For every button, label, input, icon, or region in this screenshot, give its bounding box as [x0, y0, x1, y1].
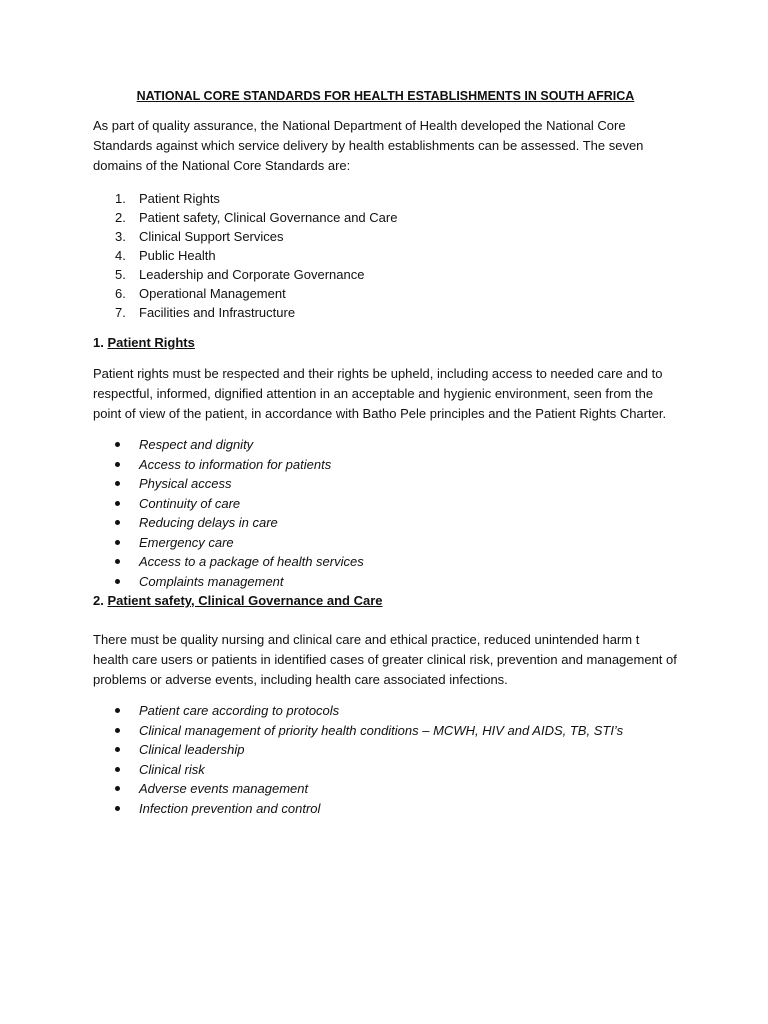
bullet-icon: [115, 708, 120, 713]
bullet-icon: [115, 481, 120, 486]
section-2-number: 2.: [93, 593, 104, 608]
bullet-icon: [115, 462, 120, 467]
section-1-bullet-list: [93, 435, 678, 591]
bullet-text: Reducing delays in care: [139, 515, 278, 530]
domain-item: [93, 227, 678, 246]
bullet-text: Patient care according to protocols: [139, 703, 340, 718]
document-title: NATIONAL CORE STANDARDS FOR HEALTH ESTABLISHMENTS IN SOUTH AFRICA: [136, 89, 635, 103]
section-2-paragraph: There must be quality nursing and clinical care and ethical practice, reduced unintended harm t health care users or patients in identified cases of greater clinical risk, prevention and management of problems or adverse events, including health care associated infections.: [93, 632, 677, 687]
domain-item: [93, 265, 678, 284]
bullet-item: [93, 533, 678, 553]
bullet-item: [93, 701, 678, 721]
bullet-item: [93, 435, 678, 455]
bullet-text: Respect and dignity: [139, 437, 254, 452]
domain-label: Facilities and Infrastructure: [139, 305, 296, 320]
bullet-text: Emergency care: [139, 534, 234, 550]
domain-item: [93, 303, 678, 322]
domain-number: 1.: [115, 191, 126, 206]
domains-list: [93, 189, 678, 322]
domain-label: Clinical Support Services: [139, 229, 284, 244]
section-1-number: 1.: [93, 335, 104, 350]
bullet-icon: [115, 728, 120, 733]
bullet-item: [93, 494, 678, 514]
bullet-icon: [115, 806, 120, 811]
section-1-heading: [93, 333, 678, 353]
bullet-icon: [115, 501, 120, 506]
domain-label: Patient safety, Clinical Governance and Care: [139, 210, 398, 225]
domain-number: 2.: [115, 210, 126, 225]
bullet-item: [93, 474, 678, 494]
domain-label: Operational Management: [139, 286, 286, 301]
domain-label: Patient Rights: [139, 191, 220, 206]
bullet-text: Physical access: [139, 476, 232, 491]
bullet-icon: [115, 747, 120, 752]
domain-number: 3.: [115, 229, 126, 244]
bullet-icon: [115, 786, 120, 791]
bullet-text: Infection prevention and control: [139, 800, 321, 816]
domain-number: 6.: [115, 286, 126, 301]
bullet-item: [93, 799, 678, 819]
bullet-item: [93, 721, 678, 741]
domain-item: [93, 189, 678, 208]
bullet-text: Access to information for patients: [139, 456, 332, 472]
section-2-heading: [93, 591, 678, 611]
bullet-text: Adverse events management: [139, 781, 309, 796]
bullet-item: [93, 455, 678, 475]
bullet-item: [93, 552, 678, 572]
domain-number: 7.: [115, 305, 126, 320]
section-1-paragraph: Patient rights must be respected and their rights be upheld, including access to needed care and to respectful, informed, dignified attention in an acceptable and hygienic environment, seen from the point of view of the patient, in accordance with Batho Pele principles and the Patient Rights Charter.: [93, 366, 667, 421]
bullet-icon: [115, 442, 120, 447]
domain-item: [93, 284, 678, 303]
bullet-text: Clinical management of priority health conditions – MCWH, HIV and AIDS, TB, STI’s: [139, 722, 624, 738]
bullet-icon: [115, 559, 120, 564]
bullet-item: [93, 572, 678, 592]
intro-paragraph: As part of quality assurance, the National Department of Health developed the National Core Standards against which service delivery by health establishments can be assessed. The seven domains of the National Core Standards are:: [93, 118, 644, 173]
domain-label: Public Health: [139, 248, 216, 263]
domain-item: [93, 208, 678, 227]
bullet-text: Continuity of care: [139, 495, 241, 511]
bullet-text: Access to a package of health services: [139, 554, 364, 569]
bullet-item: [93, 740, 678, 760]
domain-number: 4.: [115, 248, 126, 263]
domain-item: [93, 246, 678, 265]
section-2-bullet-list: [93, 701, 678, 818]
bullet-item: [93, 513, 678, 533]
bullet-icon: [115, 520, 120, 525]
document-content: [93, 86, 678, 818]
bullet-item: [93, 779, 678, 799]
bullet-text: Clinical risk: [139, 761, 205, 777]
bullet-icon: [115, 767, 120, 772]
section-2-title: Patient safety, Clinical Governance and Care: [107, 593, 383, 608]
section-1-title: Patient Rights: [107, 335, 195, 350]
bullet-text: Complaints management: [139, 573, 284, 589]
bullet-text: Clinical leadership: [139, 742, 245, 757]
domain-label: Leadership and Corporate Governance: [139, 267, 365, 282]
domain-number: 5.: [115, 267, 126, 282]
bullet-item: [93, 760, 678, 780]
bullet-icon: [115, 579, 120, 584]
bullet-icon: [115, 540, 120, 545]
